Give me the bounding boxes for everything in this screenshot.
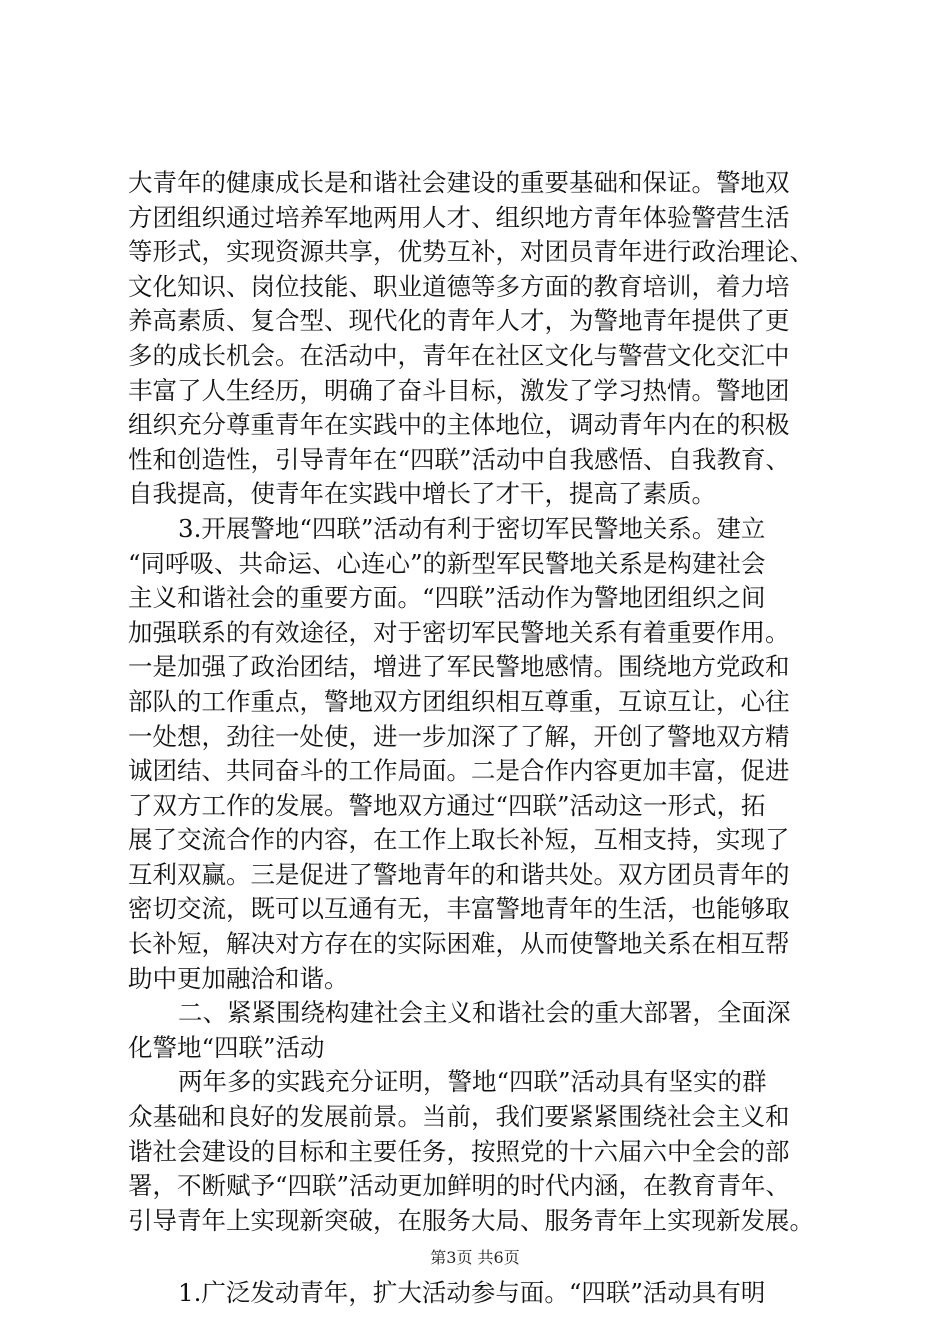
text-line: 性和创造性，引导青年在“四联”活动中自我感悟、自我教育、 bbox=[128, 444, 791, 474]
text-line: 长补短，解决对方存在的实际困难，从而使警地关系在相互帮 bbox=[128, 929, 790, 959]
text-line: 部队的工作重点，警地双方团组织相互尊重，互谅互让，心往 bbox=[128, 686, 790, 716]
text-line: 组织充分尊重青年在实践中的主体地位，调动青年内在的积极 bbox=[128, 410, 790, 440]
text-line: 1.广泛发动青年，扩大活动参与面。“四联”活动具有明 bbox=[178, 1278, 766, 1308]
text-line: 众基础和良好的发展前景。当前，我们要紧紧围绕社会主义和 bbox=[128, 1102, 790, 1132]
text-line: 主义和谐社会的重要方面。“四联”活动作为警地团组织之间 bbox=[128, 583, 766, 613]
text-line: 多的成长机会。在活动中，青年在社区文化与警营文化交汇中 bbox=[128, 340, 790, 370]
text-line: 大青年的健康成长是和谐社会建设的重要基础和保证。警地双 bbox=[128, 168, 790, 197]
text-line: 一是加强了政治团结，增进了军民警地感情。围绕地方党政和 bbox=[128, 652, 790, 682]
text-line: 丰富了人生经历，明确了奋斗目标，激发了学习热情。警地团 bbox=[128, 375, 790, 405]
text-line: 方团组织通过培养军地两用人才、组织地方青年体验警营生活 bbox=[128, 202, 790, 232]
text-line: 3.开展警地“四联”活动有利于密切军民警地关系。建立 bbox=[178, 513, 766, 543]
text-line: 化警地“四联”活动 bbox=[128, 1032, 325, 1062]
text-line: 谐社会建设的目标和主要任务，按照党的十六届六中全会的部 bbox=[128, 1136, 790, 1166]
text-line: 二、紧紧围绕构建社会主义和谐社会的重大部署，全面深 bbox=[178, 998, 791, 1028]
text-line: 引导青年上实现新突破，在服务大局、服务青年上实现新发展。 bbox=[128, 1205, 814, 1235]
text-line: 了双方工作的发展。警地双方通过“四联”活动这一形式，拓 bbox=[128, 790, 766, 820]
text-line: 文化知识、岗位技能、职业道德等多方面的教育培训，着力培 bbox=[128, 271, 790, 301]
text-line: 养高素质、复合型、现代化的青年人才，为警地青年提供了更 bbox=[128, 306, 790, 336]
text-line: 等形式，实现资源共享，优势互补，对团员青年进行政治理论、 bbox=[128, 237, 814, 267]
text-line: 一处想，劲往一处使，进一步加深了了解，开创了警地双方精 bbox=[128, 721, 790, 751]
text-line: 自我提高，使青年在实践中增长了才干，提高了素质。 bbox=[128, 479, 716, 509]
body-text bbox=[128, 166, 838, 1311]
text-line: 密切交流，既可以互通有无，丰富警地青年的生活，也能够取 bbox=[128, 894, 790, 924]
text-line: 两年多的实践充分证明，警地“四联”活动具有坚实的群 bbox=[178, 1067, 767, 1097]
text-line: 助中更加融洽和谐。 bbox=[128, 963, 349, 993]
text-line: 展了交流合作的内容，在工作上取长补短，互相支持，实现了 bbox=[128, 825, 790, 855]
text-line: 诚团结、共同奋斗的工作局面。二是合作内容更加丰富，促进 bbox=[128, 756, 790, 786]
text-line: “同呼吸、共命运、心连心”的新型军民警地关系是构建社会 bbox=[128, 548, 766, 578]
page-footer: 第3页 共6页 bbox=[430, 1248, 520, 1267]
text-line: 加强联系的有效途径，对于密切军民警地关系有着重要作用。 bbox=[128, 617, 790, 647]
text-line: 互利双赢。三是促进了警地青年的和谐共处。双方团员青年的 bbox=[128, 859, 790, 889]
text-line: 署，不断赋予“四联”活动更加鲜明的时代内涵，在教育青年、 bbox=[128, 1171, 791, 1201]
